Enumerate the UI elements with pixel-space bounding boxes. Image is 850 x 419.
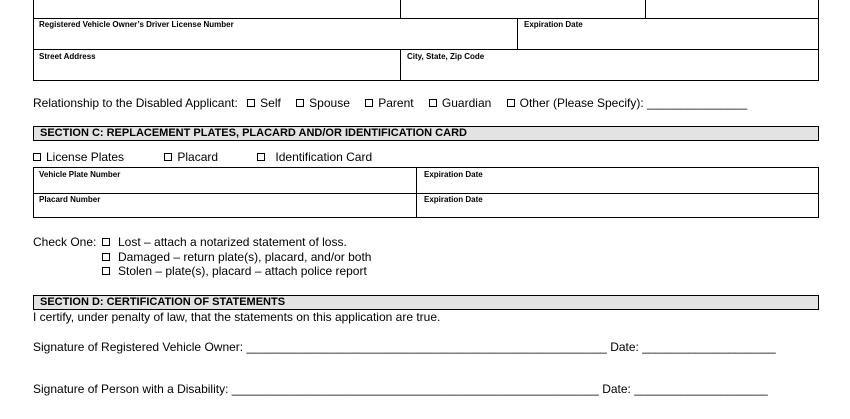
- owner-top-field-2[interactable]: [401, 0, 644, 17]
- placard-expiration-label: Expiration Date: [424, 195, 483, 204]
- certification-statement: I certify, under penalty of law, that the statements on this application are true.: [33, 310, 441, 324]
- placard-number-field[interactable]: [34, 205, 415, 217]
- replacement-option-license-plates[interactable]: License Plates: [33, 150, 124, 164]
- vehicle-plate-number-label: Vehicle Plate Number: [39, 170, 121, 179]
- placard-expiration-field[interactable]: [418, 205, 818, 217]
- owner-date-field[interactable]: ____________________: [642, 340, 776, 354]
- relationship-other-blank[interactable]: _______________: [647, 96, 748, 110]
- street-address-label: Street Address: [39, 52, 96, 61]
- replacement-type-row: [33, 150, 372, 164]
- checkbox-icon[interactable]: [164, 153, 172, 161]
- replacement-option-identification-card[interactable]: Identification Card: [257, 150, 372, 164]
- disabled-date-label: Date:: [602, 382, 631, 396]
- relationship-prompt: Relationship to the Disabled Applicant:: [33, 96, 238, 110]
- license-expiration-field[interactable]: [518, 30, 818, 48]
- owner-table-row-divider-top: [33, 18, 819, 19]
- section-c-header: SECTION C: REPLACEMENT PLATES, PLACARD AND/OR IDENTIFICATION CARD: [33, 126, 819, 141]
- reason-option-damaged[interactable]: Damaged – return plate(s), placard, and/or both: [102, 250, 371, 264]
- checkbox-icon[interactable]: [102, 253, 110, 261]
- checkbox-icon[interactable]: [257, 153, 265, 161]
- plate-expiration-field[interactable]: [418, 180, 818, 192]
- owner-table-row-divider-mid: [33, 49, 819, 50]
- check-one-label: Check One:: [33, 235, 97, 249]
- owner-top-field-3[interactable]: [646, 0, 818, 17]
- checkbox-icon[interactable]: [365, 99, 373, 107]
- checkbox-icon[interactable]: [247, 99, 255, 107]
- replacement-option-placard[interactable]: Placard: [164, 150, 218, 164]
- checkbox-icon[interactable]: [33, 153, 41, 161]
- owner-signature-field[interactable]: ______________________________________________________: [246, 340, 607, 354]
- relationship-option-spouse[interactable]: Spouse: [296, 96, 350, 110]
- placard-number-label: Placard Number: [39, 195, 101, 204]
- disabled-signature-field[interactable]: _______________________________________________________: [231, 382, 599, 396]
- city-state-zip-label: City, State, Zip Code: [407, 52, 485, 61]
- owner-signature-row: [33, 340, 776, 354]
- driver-license-label: Registered Vehicle Owner’s Driver License Number: [39, 20, 234, 29]
- checkbox-icon[interactable]: [296, 99, 304, 107]
- disabled-signature-label: Signature of Person with a Disability:: [33, 382, 229, 396]
- checkbox-icon[interactable]: [507, 99, 515, 107]
- disabled-signature-row: [33, 382, 768, 396]
- owner-top-field-1[interactable]: [34, 0, 399, 17]
- section-d-header: SECTION D: CERTIFICATION OF STATEMENTS: [33, 295, 819, 310]
- plate-table-col-divider: [416, 167, 417, 218]
- checkbox-icon[interactable]: [102, 238, 110, 246]
- reason-option-stolen[interactable]: Stolen – plate(s), placard – attach police report: [102, 264, 367, 278]
- plate-expiration-label: Expiration Date: [424, 170, 483, 179]
- relationship-option-parent[interactable]: Parent: [365, 96, 413, 110]
- vehicle-plate-number-field[interactable]: [34, 180, 415, 192]
- relationship-row: [33, 96, 747, 110]
- relationship-option-guardian[interactable]: Guardian: [429, 96, 491, 110]
- license-expiration-label: Expiration Date: [524, 20, 583, 29]
- reason-option-lost[interactable]: Lost – attach a notarized statement of loss.: [102, 235, 347, 249]
- city-state-zip-field[interactable]: [401, 62, 818, 80]
- owner-date-label: Date:: [610, 340, 639, 354]
- relationship-option-other[interactable]: Other (Please Specify):: [507, 96, 644, 110]
- checkbox-icon[interactable]: [429, 99, 437, 107]
- relationship-option-self[interactable]: Self: [247, 96, 281, 110]
- plate-table-row-divider: [33, 193, 819, 194]
- disabled-date-field[interactable]: ____________________: [634, 382, 768, 396]
- owner-signature-label: Signature of Registered Vehicle Owner:: [33, 340, 244, 354]
- checkbox-icon[interactable]: [102, 267, 110, 275]
- street-address-field[interactable]: [34, 62, 399, 80]
- driver-license-field[interactable]: [34, 30, 516, 48]
